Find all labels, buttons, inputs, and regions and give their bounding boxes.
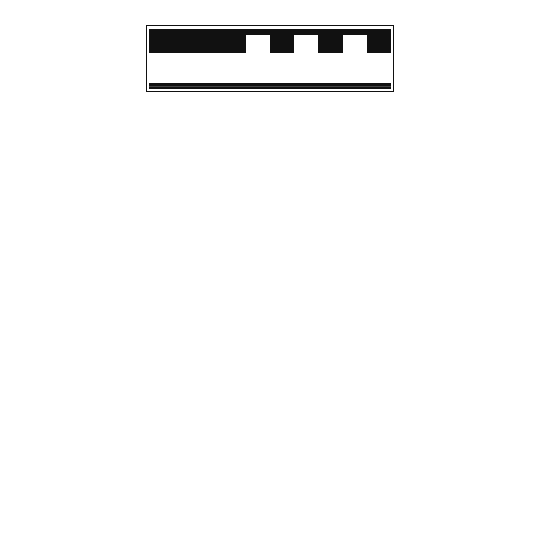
column-strong xyxy=(246,53,294,83)
serving-header xyxy=(149,53,391,83)
column-intense xyxy=(294,53,342,83)
choose-strength-label xyxy=(149,35,246,53)
serving-labels xyxy=(149,53,246,83)
strength-gradient xyxy=(246,35,391,53)
strength-strip xyxy=(149,35,391,53)
supplement-facts-panel xyxy=(146,25,394,92)
column-extreme xyxy=(343,53,391,83)
panel-footnotes xyxy=(149,87,391,90)
